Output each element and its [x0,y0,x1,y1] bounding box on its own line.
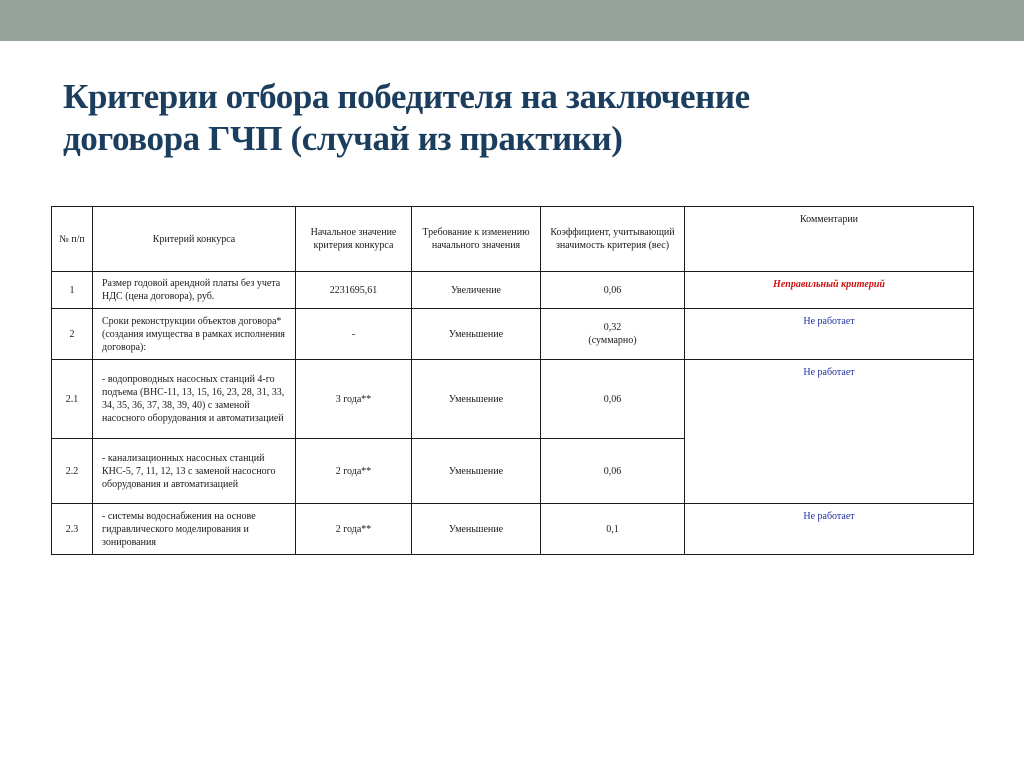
cell-coefficient [541,309,685,360]
criteria-table [51,206,974,555]
cell-requirement: Уменьшение [412,309,541,360]
cell-num: 2 [52,309,93,360]
slide-title [63,76,963,160]
cell-requirement: Уменьшение [412,439,541,504]
cell-num: 2.3 [52,504,93,555]
cell-comment [685,272,974,309]
header-requirement: Требование к изменению начального значения [412,207,541,272]
comment-not-working: Не работает [803,316,855,327]
header-comment: Комментарии [685,207,974,272]
cell-coefficient: 0,06 [541,360,685,439]
header-coefficient: Коэффициент, учитывающий значимость критерия (вес) [541,207,685,272]
cell-comment [685,309,974,360]
cell-num: 1 [52,272,93,309]
cell-num: 2.1 [52,360,93,439]
comment-not-working: Не работает [803,511,855,522]
cell-initial-value: 2231695,61 [296,272,412,309]
cell-comment [685,360,974,504]
cell-initial-value: 2 года** [296,504,412,555]
slide-title-line-1: Критерии отбора победителя на заключение [63,77,750,116]
comment-not-working: Не работает [803,367,855,378]
comment-wrong-criterion: Неправильный критерий [773,279,885,290]
table-row [52,309,974,360]
cell-comment [685,504,974,555]
header-num: № п/п [52,207,93,272]
cell-initial-value: - [296,309,412,360]
cell-criterion: - системы водоснабжения на основе гидравлического моделирования и зонирования [93,504,296,555]
coefficient-value: 0,32 [603,322,622,333]
cell-criterion: - канализационных насосных станций КНС-5, 7, 11, 12, 13 с заменой насосного оборудования и автоматизацией [93,439,296,504]
cell-initial-value: 2 года** [296,439,412,504]
cell-num: 2.2 [52,439,93,504]
table-row [52,360,974,439]
cell-coefficient: 0,1 [541,504,685,555]
cell-initial-value: 3 года** [296,360,412,439]
top-decorative-bar [0,0,1024,41]
table-row [52,504,974,555]
cell-requirement: Уменьшение [412,360,541,439]
table-header-row [52,207,974,272]
coefficient-note: (суммарно) [588,335,637,346]
cell-criterion: Сроки реконструкции объектов договора* (создания имущества в рамках исполнения договора): [93,309,296,360]
cell-coefficient: 0,06 [541,439,685,504]
header-initial-value: Начальное значение критерия конкурса [296,207,412,272]
cell-criterion: - водопроводных насосных станций 4-го подъема (ВНС-11, 13, 15, 16, 23, 28, 31, 33, 34, 35, 36, 37, 38, 39, 40) с заменой насосного оборудования и автоматизацией [93,360,296,439]
table-row [52,272,974,309]
cell-requirement: Уменьшение [412,504,541,555]
slide-title-line-2: договора ГЧП (случай из практики) [63,119,623,158]
header-criterion: Критерий конкурса [93,207,296,272]
cell-requirement: Увеличение [412,272,541,309]
cell-coefficient: 0,06 [541,272,685,309]
cell-criterion: Размер годовой арендной платы без учета НДС (цена договора), руб. [93,272,296,309]
